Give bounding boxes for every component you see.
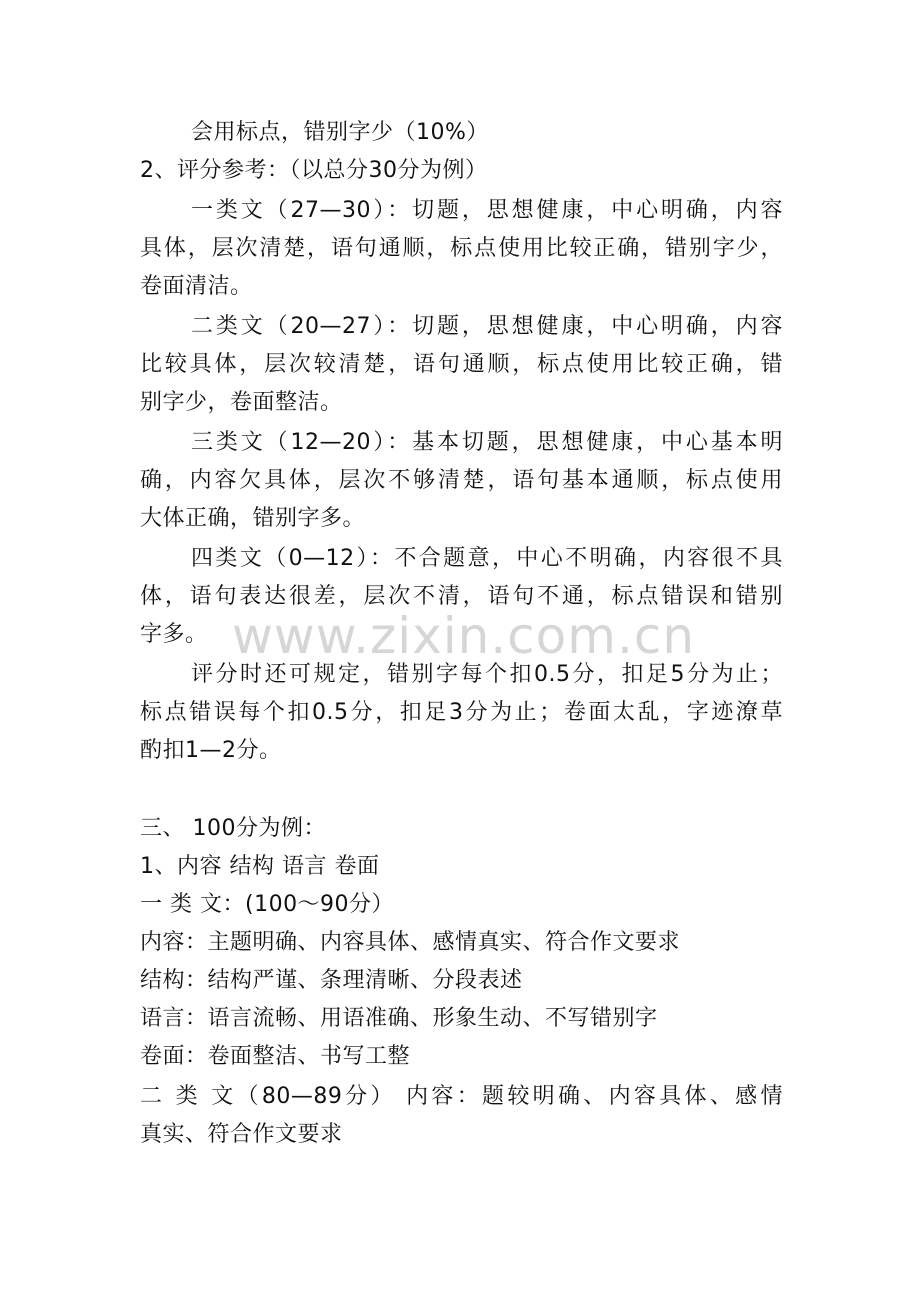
text-line: 评分时还可规定，错别字每个扣0.5分，扣足5分为止； (191, 662, 783, 687)
text-line: 二 类 文（80—89分） 内容：题较明确、内容具体、感情 (140, 1084, 783, 1109)
text-line: 确，内容欠具体，层次不够清楚，语句基本通顺，标点使用 (140, 468, 783, 493)
text-line: 1、内容 结构 语言 卷面 (140, 854, 380, 879)
text-line: 二类文（20—27）：切题，思想健康，中心明确，内容 (191, 314, 783, 339)
text-line: 三类文（12—20）：基本切题，思想健康，中心基本明 (191, 430, 783, 455)
text-line: 酌扣1—2分。 (140, 738, 282, 763)
text-line: 标点错误每个扣0.5分，扣足3分为止；卷面太乱，字迹潦草 (140, 700, 783, 725)
text-line: 内容：主题明确、内容具体、感情真实、符合作文要求 (140, 930, 681, 955)
text-line: 别字少，卷面整洁。 (140, 390, 343, 415)
text-line: 真实、符合作文要求 (140, 1122, 343, 1147)
text-line: 比较具体，层次较清楚，语句通顺，标点使用比较正确，错 (140, 352, 783, 377)
watermark: www.zixin.com.cn (232, 607, 696, 665)
text-line: 大体正确，错别字多。 (140, 506, 366, 531)
text-line: 体，语句表达很差，层次不清，语句不通，标点错误和错别 (140, 584, 783, 609)
text-line: 一 类 文：(100～90分） (140, 892, 395, 917)
text-line: 四类文（0—12）：不合题意，中心不明确，内容很不具 (191, 546, 783, 571)
text-line: 字多。 (140, 622, 208, 647)
text-line: 一类文（27—30）：切题，思想健康，中心明确，内容 (191, 198, 783, 223)
text-line: 具体，层次清楚，语句通顺，标点使用比较正确，错别字少， (140, 236, 783, 261)
text-line: 结构：结构严谨、条理清晰、分段表述 (140, 968, 523, 993)
text-line: 语言：语言流畅、用语准确、形象生动、不写错别字 (140, 1006, 658, 1031)
text-line: 卷面：卷面整洁、书写工整 (140, 1044, 411, 1069)
text-line: 会用标点，错别字少（10%） (191, 120, 489, 145)
section-heading: 三、 100分为例： (140, 816, 326, 841)
section-heading: 2、评分参考：（以总分30分为例） (140, 158, 488, 183)
text-line: 卷面清洁。 (140, 274, 253, 299)
